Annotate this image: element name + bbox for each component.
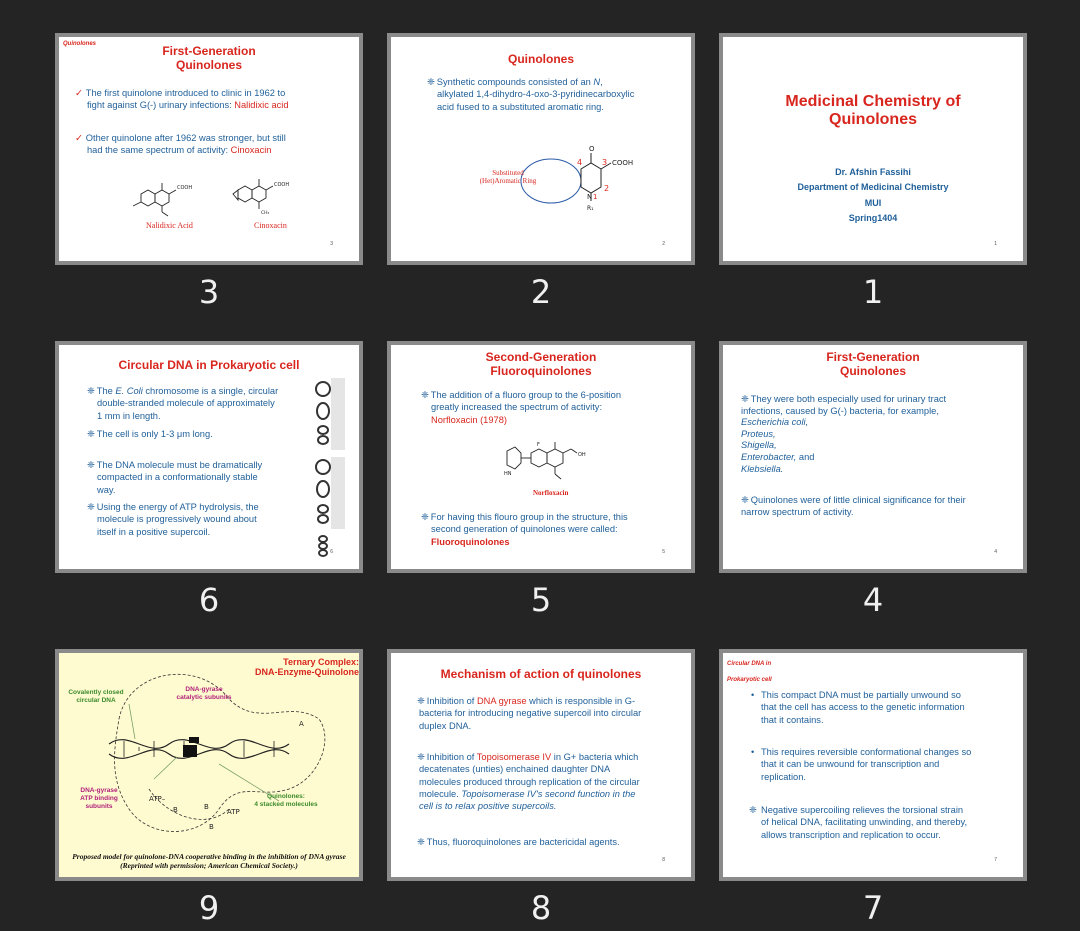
quinolones-label	[241, 793, 331, 809]
check-icon: ✓	[75, 88, 83, 98]
text: Prokaryotic cell	[727, 676, 772, 683]
svg-text:OH: OH	[578, 452, 586, 458]
text: duplex DNA.	[419, 720, 472, 731]
text: E. Coli	[115, 386, 143, 396]
author-block	[743, 165, 1003, 226]
bullet-icon: ❈	[417, 696, 425, 706]
title-line: First-Generation	[162, 44, 256, 58]
text: Circular DNA in	[727, 661, 772, 667]
molecule-label: Norfloxacin	[533, 489, 569, 497]
drug-name: Cinoxacin	[230, 145, 272, 156]
bullet-text	[417, 695, 685, 732]
organism-name: Klebsiella.	[741, 463, 784, 474]
svg-text:COOH: COOH	[274, 182, 290, 188]
text: chromosome is a single, circular	[142, 386, 279, 396]
bullet-icon: ❈	[427, 77, 435, 87]
text: This requires reversible conformational changes so	[761, 747, 972, 757]
text: For having this flouro group in the structure, this	[430, 512, 628, 522]
text: Quinolones:	[267, 793, 305, 800]
bullet-text	[741, 394, 1016, 475]
text: (Reprinted with permission; American Chemical Society.)	[120, 861, 298, 870]
slide-number: 3	[198, 273, 220, 311]
bullet-icon: ❈	[421, 512, 429, 522]
dot-icon: •	[751, 747, 755, 757]
svg-text:R₁: R₁	[587, 205, 594, 212]
label-b: B	[173, 806, 178, 814]
bullet-text	[417, 836, 685, 848]
text: cell is to relax positive supercoils.	[419, 801, 557, 812]
text: in G+ bacteria which	[551, 752, 639, 762]
svg-text:2: 2	[604, 184, 610, 193]
text: compacted in a conformationally stable	[97, 472, 258, 483]
supercoil-diagram	[311, 375, 347, 565]
organism-name: Shigella,	[741, 440, 777, 451]
text: Proposed model for quinolone-DNA cooperative binding in the inhibition of DNA gyrase	[72, 852, 346, 861]
bullet-text	[751, 746, 1019, 783]
enzyme-name: DNA gyrase	[476, 696, 527, 706]
slide-5-canvas	[387, 341, 695, 573]
figure-caption	[63, 852, 355, 870]
slide-4-canvas	[719, 341, 1027, 573]
text: and	[796, 452, 815, 463]
text: ATP binding	[80, 794, 118, 802]
bullet-text	[421, 389, 681, 426]
page-number: 1	[994, 241, 997, 247]
text: Covalently closed	[68, 689, 124, 696]
slide-number: 2	[530, 273, 552, 311]
text: The	[96, 386, 116, 396]
drug-name: Norfloxacin (1978)	[431, 414, 507, 425]
page-number: 2	[662, 241, 665, 247]
term: Spring1404	[848, 212, 898, 223]
atp-label: ATP	[227, 808, 240, 816]
text: greatly increased the spectrum of activity:	[431, 402, 603, 413]
bullet-icon: ❈	[87, 429, 95, 439]
drug-name: Nalidixic acid	[234, 100, 289, 111]
text: 1 mm in length.	[97, 410, 161, 421]
bullet-icon: ❈	[741, 394, 749, 404]
title-line: Fluoroquinolones	[490, 363, 592, 378]
bullet-icon: ❈	[741, 495, 749, 505]
slide-title	[451, 351, 631, 379]
organism-name: Escherichia coli,	[741, 417, 809, 428]
text: DNA-gyrase	[185, 686, 223, 693]
bullet-text	[75, 132, 350, 157]
text: subunits	[85, 802, 113, 810]
bullet-icon: ❈	[749, 805, 757, 815]
title-line: Medicinal Chemistry of	[785, 93, 961, 110]
text: Using the energy of ATP hydrolysis, the	[96, 502, 259, 512]
keyword: Fluoroquinolones	[431, 536, 510, 547]
text: of helical DNA, facilitating unwinding, and thereby,	[761, 817, 968, 828]
page-number: 8	[662, 857, 665, 863]
slide-title: Quinolones	[508, 52, 574, 66]
page-number: 3	[330, 241, 333, 247]
bullet-text	[751, 689, 1019, 726]
text: Inhibition of	[426, 696, 477, 706]
text: Thus, fluoroquinolones are bactericidal agents.	[426, 837, 620, 847]
svg-text:COOH: COOH	[612, 159, 634, 167]
organism-name: Proteus,	[741, 428, 776, 439]
bullet-text	[421, 511, 686, 548]
text: allows transcription and replication to occur.	[761, 829, 941, 840]
ring-label	[463, 170, 553, 185]
text: that it can be unwound for transcription and	[761, 759, 940, 770]
text: Substituted	[492, 169, 524, 177]
department: Department of Medicinal Chemistry	[797, 182, 949, 193]
text: catalytic subunits	[176, 693, 232, 701]
text: acid fused to a substituted aromatic ring.	[437, 101, 604, 112]
text: N	[593, 77, 601, 87]
svg-text:3: 3	[602, 158, 608, 167]
text: which is responsible in G-	[526, 696, 636, 706]
slide-9-canvas	[55, 649, 363, 881]
text: (Het)Aromatic Ring	[479, 176, 537, 185]
slide-number: 8	[530, 889, 552, 927]
slide-number: 6	[198, 581, 220, 619]
text: The addition of a fluoro group to the 6-position	[430, 390, 621, 400]
bullet-text	[741, 494, 1021, 519]
slide-6-canvas	[55, 341, 363, 573]
text: bacteria for introducing negative supercoil into circular	[419, 708, 642, 719]
nalidixic-acid-structure	[129, 172, 209, 217]
dot-icon: •	[751, 690, 755, 700]
text: that it contains.	[761, 714, 824, 725]
page-number: 7	[994, 857, 997, 863]
title-line: Quinolones	[176, 57, 242, 72]
page-number: 5	[662, 549, 665, 555]
slide-title: Circular DNA in Prokaryotic cell	[118, 358, 300, 372]
text: DNA-gyrase	[80, 787, 118, 794]
bullet-icon: ❈	[421, 390, 429, 400]
catalytic-subunits-label	[164, 686, 244, 702]
text: The first quinolone introduced to clinic in 1962 to	[85, 88, 286, 98]
text: had the same spectrum of activity:	[87, 145, 231, 156]
slide-title	[743, 93, 1003, 130]
label-b: B	[204, 803, 209, 811]
slide-number: 7	[862, 889, 884, 927]
text: decatenates (unties) enchained daughter DNA	[419, 764, 611, 775]
check-icon: ✓	[75, 133, 83, 143]
slide-title	[783, 351, 963, 379]
bullet-text	[87, 501, 317, 538]
bullet-icon: ❈	[87, 502, 95, 512]
enzyme-name: Topoisomerase IV	[476, 752, 552, 762]
slide-1-canvas	[719, 33, 1027, 265]
text: molecule.	[419, 788, 462, 799]
molecule-label: Cinoxacin	[254, 221, 287, 230]
bullet-text	[87, 385, 317, 422]
label-b: B	[209, 823, 214, 831]
slide-number: 4	[862, 581, 884, 619]
slide-tag: Quinolones	[63, 41, 96, 47]
text: way.	[97, 484, 116, 495]
text: Negative supercoiling relieves the torsional strain	[761, 805, 964, 815]
bullet-icon: ❈	[417, 837, 425, 847]
svg-text:F: F	[537, 442, 540, 448]
text: that the cell has access to the genetic information	[761, 702, 965, 713]
svg-text:CH₃: CH₃	[261, 211, 270, 216]
slide-title: Mechanism of action of quinolones	[440, 667, 642, 681]
bullet-text	[427, 76, 687, 113]
title-line: Second-Generation	[485, 350, 597, 364]
title-line: Quinolones	[840, 363, 906, 378]
text: itself in a positive supercoil.	[97, 526, 211, 537]
text: molecule is progressively wound about	[97, 514, 257, 525]
text: This compact DNA must be partially unwound so	[761, 690, 961, 700]
bullet-text	[87, 459, 317, 496]
svg-text:COOH: COOH	[177, 185, 193, 191]
covalently-closed-label	[61, 689, 131, 705]
bullet-text	[87, 428, 317, 440]
title-line: Ternary Complex:	[283, 657, 359, 667]
svg-text:N: N	[587, 193, 593, 201]
text: Inhibition of	[426, 752, 477, 762]
text: double-stranded molecule of approximately	[97, 398, 275, 409]
text: The DNA molecule must be dramatically	[96, 460, 263, 470]
text: molecules produced through replication of the circular	[419, 776, 640, 787]
svg-text:1: 1	[593, 193, 598, 201]
slide-3-canvas	[55, 33, 363, 265]
organism-name: Enterobacter,	[741, 452, 797, 463]
title-line: Quinolones	[829, 111, 917, 129]
text: narrow spectrum of activity.	[741, 507, 854, 518]
text: ,	[600, 77, 603, 87]
text: The cell is only 1-3 μm long.	[96, 429, 213, 439]
bullet-icon: ❈	[417, 752, 425, 762]
page-number: 4	[994, 549, 997, 555]
title-line: First-Generation	[826, 350, 920, 364]
molecule-label: Nalidixic Acid	[146, 221, 193, 230]
institution: MUI	[864, 197, 882, 208]
text: fight against G(-) urinary infections:	[87, 100, 235, 111]
bullet-icon: ❈	[87, 386, 95, 396]
bullet-text	[417, 751, 685, 812]
slide-number: 5	[530, 581, 552, 619]
atp-binding-subunits-label	[69, 787, 129, 810]
svg-text:O: O	[589, 145, 595, 153]
slide-number: 1	[862, 273, 884, 311]
text: 4 stacked molecules	[254, 800, 318, 808]
norfloxacin-structure	[501, 437, 601, 483]
slide-7-canvas	[719, 649, 1027, 881]
bullet-icon: ❈	[87, 460, 95, 470]
text: alkylated 1,4-dihydro-4-oxo-3-pyridinecarboxylic	[437, 89, 635, 100]
svg-text:4: 4	[577, 158, 583, 167]
slide-2-canvas	[387, 33, 695, 265]
text: Quinolones were of little clinical significance for their	[750, 495, 966, 505]
bullet-text	[75, 87, 350, 112]
atp-label: ATP–	[149, 795, 166, 803]
text: Other quinolone after 1962 was stronger, but still	[85, 133, 286, 143]
bullet-text	[749, 804, 1019, 841]
label-a: A	[299, 720, 304, 728]
text: Topoisomerase IV's second function in the	[461, 788, 636, 799]
text: replication.	[761, 771, 806, 782]
text: infections, caused by G(-) bacteria, for example,	[741, 405, 939, 416]
text: second generation of quinolones were called:	[431, 524, 618, 535]
page-number: 6	[330, 549, 333, 555]
text: circular DNA	[76, 696, 116, 704]
title-line: DNA-Enzyme-Quinolone	[254, 667, 359, 678]
author-name: Dr. Afshin Fassihi	[835, 167, 911, 177]
slide-tag	[727, 657, 772, 688]
text: They were both especially used for urinary tract	[750, 394, 947, 404]
cinoxacin-structure	[227, 172, 307, 220]
svg-text:HN: HN	[504, 471, 512, 477]
slide-8-canvas	[387, 649, 695, 881]
slide-number: 9	[198, 889, 220, 927]
slide-title	[119, 45, 299, 73]
text: Synthetic compounds consisted of an	[436, 77, 594, 87]
